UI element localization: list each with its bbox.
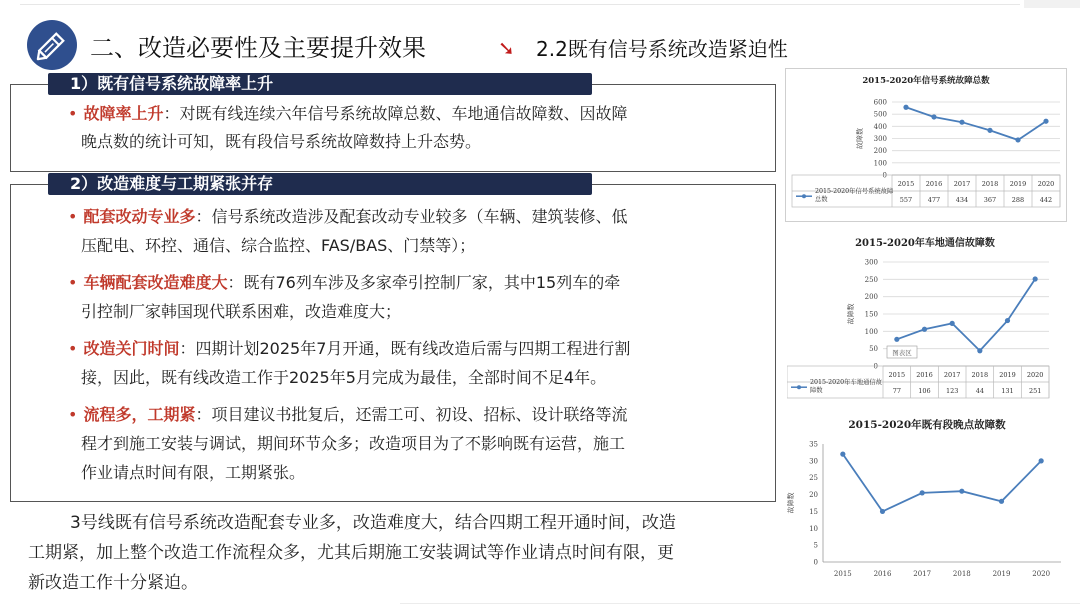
data-point (959, 489, 964, 494)
chart-svg (786, 69, 1066, 221)
bullet-icon: • (68, 405, 78, 424)
y-tick-label: 100 (873, 159, 887, 168)
section2-text (68, 202, 768, 487)
chart-title: 2015-2020年信号系统故障总数 (862, 76, 990, 86)
bullet-keyword: 车辆配套改造难度大 (83, 273, 228, 292)
x-tick-label: 2017 (953, 179, 971, 188)
y-tick-label: 400 (873, 122, 887, 131)
data-point (1043, 119, 1048, 124)
data-point (950, 321, 955, 326)
x-tick-label: 2019 (1009, 179, 1027, 188)
y-tick-label: 200 (873, 147, 887, 156)
data-point (840, 452, 845, 457)
chart-title: 2015-2020年既有段晚点故障数 (848, 419, 1006, 431)
x-tick-label: 2015 (833, 570, 852, 578)
bullet-keyword: 故障率上升 (83, 104, 164, 123)
data-label: 288 (1011, 195, 1025, 204)
chart-svg (787, 416, 1065, 586)
y-tick-label: 300 (873, 135, 887, 143)
data-label: 131 (1001, 386, 1014, 395)
summary-line: 工期紧，加上整个改造工作流程众多，尤其后期施工安装调试等作业请点时间有限，更 (28, 543, 674, 563)
corner-decoration (1024, 0, 1080, 8)
y-tick-label: 250 (864, 275, 878, 284)
x-tick-label: 2019 (992, 570, 1011, 578)
y-tick-label: 0 (873, 362, 878, 371)
series-line (897, 279, 1035, 351)
chart-delay-faults (787, 416, 1065, 586)
bullet-text: 四期计划2025年7月开通，既有线改造后需与四期工程进行割 (195, 339, 631, 358)
data-label: 44 (975, 386, 984, 395)
legend-swatch-marker (802, 194, 806, 198)
bullet-colon: ： (179, 339, 196, 358)
legend-entry: 2015-2020年信号系统故障总数 (815, 188, 894, 204)
summary-paragraph (28, 508, 768, 598)
y-tick-label: 5 (813, 541, 818, 550)
data-point (959, 120, 964, 125)
bullet-text-cont: 作业请点时间有限，工期紧张。 (81, 463, 306, 482)
x-tick-label: 2020 (1032, 570, 1051, 578)
bullet-text-cont: 接，因此，既有线改造工作于2025年5月完成为最佳，全部时间不足4年。 (81, 368, 607, 387)
chart-signal-faults (785, 68, 1067, 222)
data-label: 442 (1039, 195, 1053, 204)
data-label: 557 (899, 195, 913, 204)
y-tick-label: 0 (882, 171, 887, 180)
bullet-text-cont: 晚点数的统计可知，既有段信号系统故障数持上升态势。 (81, 132, 482, 151)
y-tick-label: 35 (809, 440, 818, 449)
x-tick-label: 2016 (873, 570, 892, 578)
data-label: 477 (927, 195, 941, 204)
y-tick-label: 15 (809, 507, 818, 516)
x-tick-label: 2015 (897, 179, 915, 188)
data-label: 251 (1028, 386, 1042, 395)
data-point (977, 348, 982, 353)
legend-entry: 2015-2020年车地通信故障数 (810, 379, 882, 395)
bullet-icon: • (68, 273, 78, 292)
list-item (68, 400, 768, 429)
data-label: 123 (945, 386, 959, 395)
bullet-colon: ： (163, 104, 180, 123)
x-tick-label: 2016 (925, 179, 943, 188)
series-line (906, 107, 1046, 140)
x-tick-label: 2018 (971, 370, 989, 379)
bullet-keyword: 配套改动专业多 (83, 207, 196, 226)
data-point (894, 337, 899, 342)
data-point (903, 105, 908, 110)
arrow-icon: ➘ (498, 36, 515, 60)
y-tick-label: 300 (864, 258, 878, 267)
bullet-text-cont: 程才到施工安装与调试，期间环节众多；改造项目为了不影响既有运营，施工 (81, 434, 626, 453)
summary-line: 新改造工作十分紧迫。 (28, 573, 198, 593)
bottom-divider (400, 603, 1080, 604)
page-subtitle: 2.2既有信号系统改造紧迫性 (536, 37, 788, 61)
bullet-colon: ： (195, 405, 212, 424)
bullet-icon: • (68, 104, 78, 123)
x-tick-label: 2019 (999, 370, 1016, 379)
section1-heading: 1）既有信号系统故障率上升 (48, 73, 592, 95)
x-tick-label: 2020 (1026, 370, 1044, 379)
data-point (1033, 276, 1038, 281)
bullet-text-cont: 引控制厂家韩国现代联系困难，改造难度大； (81, 302, 402, 321)
bullet-colon: ： (195, 207, 212, 226)
y-tick-label: 600 (873, 98, 887, 107)
y-tick-label: 20 (809, 491, 818, 500)
x-tick-label: 2020 (1037, 179, 1055, 188)
data-label: 434 (955, 195, 969, 204)
summary-line: 3号线既有信号系统改造配套专业多，改造难度大，结合四期工程开通时间，改造 (70, 513, 676, 533)
y-tick-label: 10 (809, 524, 818, 533)
y-tick-label: 50 (869, 345, 878, 354)
data-point (922, 327, 927, 332)
y-tick-label: 100 (864, 327, 878, 336)
x-tick-label: 2017 (913, 570, 932, 578)
section1-text (68, 100, 768, 156)
legend-swatch-marker (797, 385, 801, 389)
section2-heading: 2）改造难度与工期紧张并存 (48, 173, 592, 195)
y-tick-label: 0 (813, 558, 818, 567)
chart-title: 2015-2020年车地通信故障数 (855, 238, 995, 249)
data-point (1015, 137, 1020, 142)
list-item (68, 268, 768, 297)
page-title: 二、改造必要性及主要提升效果 (90, 34, 426, 62)
data-point (1005, 318, 1010, 323)
data-label: 106 (918, 386, 931, 395)
chart-svg (787, 230, 1065, 406)
chart-train-ground-comm-faults (787, 230, 1065, 406)
y-tick-label: 150 (864, 310, 878, 319)
bullet-text: 项目建议书批复后，还需工可、初设、招标、设计联络等流 (211, 405, 628, 424)
data-label: 77 (892, 386, 901, 395)
top-divider (20, 4, 1020, 5)
series-line (843, 454, 1041, 511)
x-tick-label: 2015 (888, 370, 906, 379)
x-tick-label: 2018 (981, 179, 999, 188)
bullet-text: 信号系统改造涉及配套改动专业较多（车辆、建筑装修、低 (211, 207, 628, 226)
list-item (68, 100, 768, 128)
bullet-icon: • (68, 207, 78, 226)
x-tick-label: 2016 (916, 370, 933, 379)
y-tick-label: 200 (864, 293, 878, 302)
data-label: 367 (983, 195, 997, 204)
y-tick-label: 500 (873, 110, 887, 119)
data-point (1039, 458, 1044, 463)
y-tick-label: 30 (809, 457, 818, 466)
bullet-keyword: 流程多，工期紧 (83, 405, 196, 424)
bullet-text: 既有76列车涉及多家牵引控制厂家，其中15列车的牵 (243, 273, 621, 292)
bullet-text: 对既有线连续六年信号系统故障总数、车地通信故障数、因故障 (179, 104, 628, 123)
x-tick-label: 2018 (952, 570, 971, 578)
chart-annotation: 图表区 (892, 349, 912, 357)
y-axis-label: 故障数 (856, 128, 864, 149)
bullet-colon: ： (227, 273, 244, 292)
y-axis-label: 故障数 (847, 303, 855, 325)
data-point (931, 114, 936, 119)
bullet-icon: • (68, 339, 78, 358)
list-item (68, 202, 768, 231)
bullet-text-cont: 压配电、环控、通信、综合监控、FAS/BAS、门禁等）； (81, 236, 476, 255)
list-item (68, 334, 768, 363)
y-axis-label: 故障数 (787, 492, 795, 514)
x-tick-label: 2017 (943, 370, 961, 379)
data-point (920, 490, 925, 495)
data-point (880, 509, 885, 514)
bullet-keyword: 改造关门时间 (83, 339, 180, 358)
data-point (999, 499, 1004, 504)
data-point (987, 128, 992, 133)
pencil-icon (27, 20, 77, 70)
y-tick-label: 25 (809, 474, 818, 483)
